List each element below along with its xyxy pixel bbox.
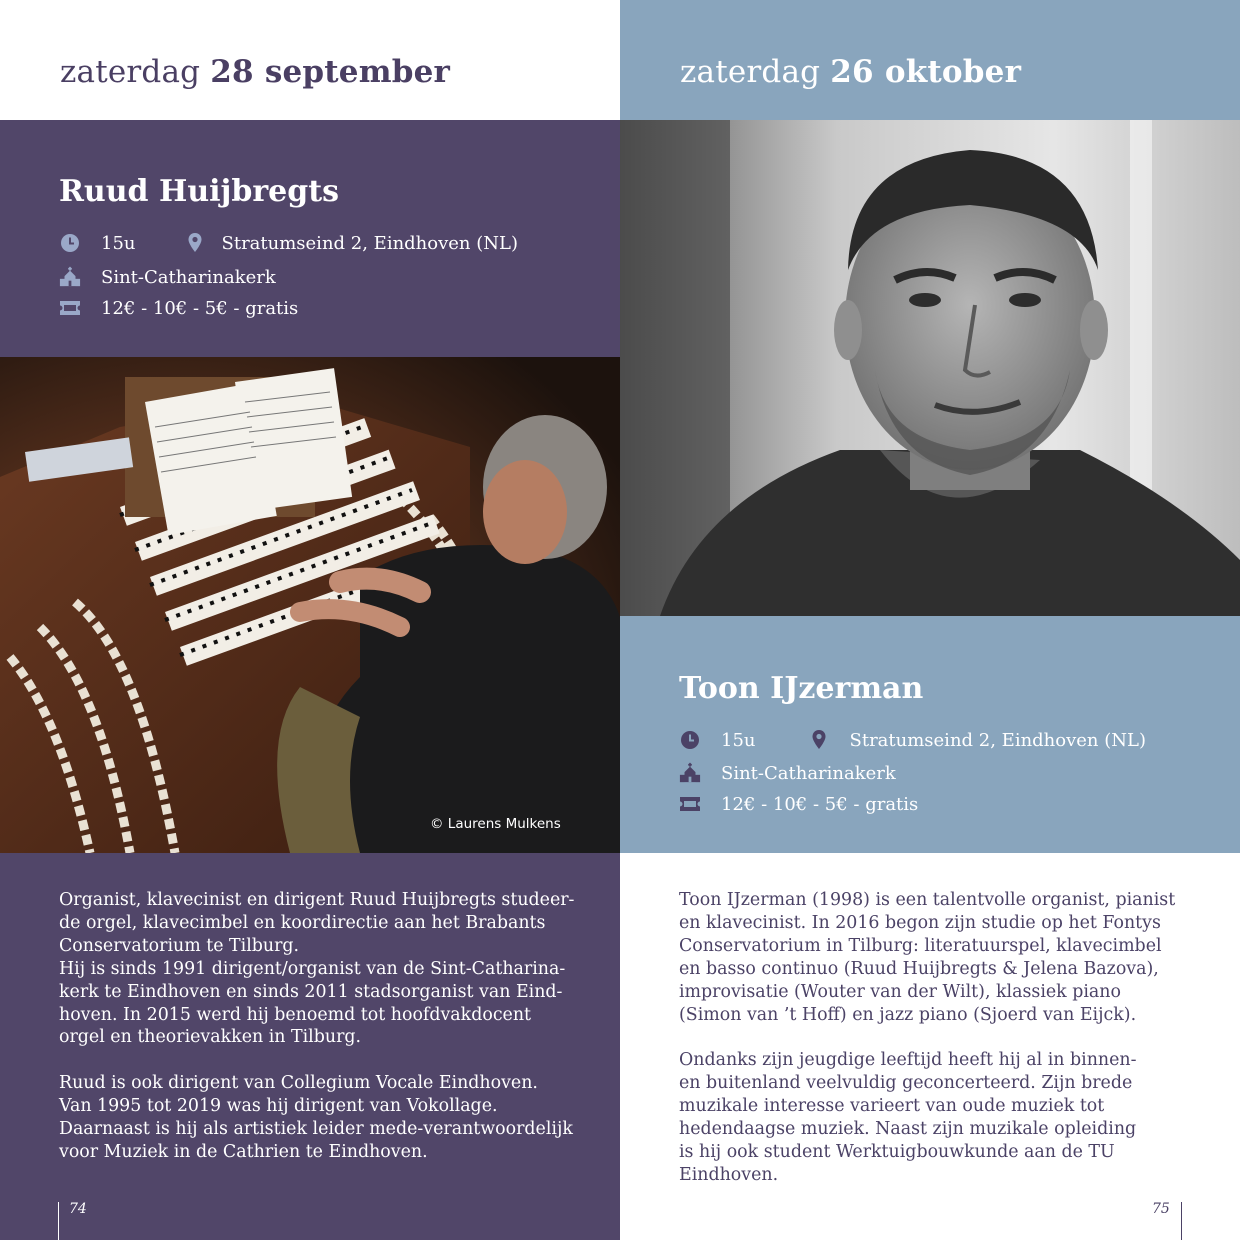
right-page-header (620, 0, 1240, 120)
right-date-prefix: zaterdag (680, 54, 821, 90)
clock-icon (679, 729, 701, 751)
right-address: Stratumseind 2, Eindhoven (NL) (849, 729, 1146, 751)
left-event-info (0, 120, 620, 357)
right-price-row (679, 791, 918, 817)
ticket-icon (59, 297, 81, 319)
right-time: 15u (721, 729, 756, 751)
map-pin-icon (184, 232, 206, 254)
ticket-icon (679, 793, 701, 815)
left-time-location-row (59, 230, 518, 256)
right-bio-text: Toon IJzerman (1998) is een talentvolle organist, pianist en klavecinist. In 2016 begon zijn studie op het Fontys Conservatorium in Tilburg: literatuurspel, klavecimbel en basso continuo (Ruud Huijbregts & Jelena Bazova), improvisatie (Wouter van der Wilt), klassiek piano (Simon van ’t Hoff) en jazz piano (Sjoerd van Eijck). Ondanks zijn jeugdige leeftijd heeft hij al in binnen- en buitenland veelvuldig geconcerteerd. Zijn brede muzikale interesse varieert van oude muziek tot hedendaagse muziek. Naast zijn muzikale opleiding is hij ook student Werktuigbouwkunde aan de TU Eindhoven. (679, 890, 1176, 1185)
left-address: Stratumseind 2, Eindhoven (NL) (221, 232, 518, 254)
right-performer-name: Toon IJzerman (679, 671, 924, 706)
left-page-header (0, 0, 620, 120)
portrait-photo (620, 120, 1240, 616)
church-icon (59, 266, 81, 288)
left-date-prefix: zaterdag (60, 54, 201, 90)
left-performer-name: Ruud Huijbregts (59, 174, 339, 209)
clock-icon (59, 232, 81, 254)
organist-photo (0, 357, 620, 853)
left-biography (0, 853, 620, 1240)
right-page-rule (1181, 1202, 1182, 1240)
left-event-date (60, 50, 450, 94)
left-page-rule (58, 1202, 59, 1240)
left-date-bold: 28 september (210, 54, 451, 90)
right-biography (620, 853, 1240, 1240)
left-page-number: 74 (69, 1201, 87, 1217)
left-venue: Sint-Catharinakerk (101, 266, 276, 288)
right-page-number: 75 (1152, 1201, 1170, 1217)
right-venue-row (679, 760, 896, 786)
left-time: 15u (101, 232, 136, 254)
right-date-bold: 26 oktober (830, 54, 1022, 90)
right-event-info (620, 616, 1240, 853)
right-prices: 12€ - 10€ - 5€ - gratis (721, 793, 919, 815)
left-venue-row (59, 264, 276, 290)
left-price-row (59, 295, 298, 321)
photo-credit: © Laurens Mulkens (430, 816, 561, 832)
map-pin-icon (808, 729, 830, 751)
organ-console-illustration (0, 357, 620, 853)
right-venue: Sint-Catharinakerk (721, 762, 896, 784)
portrait-illustration (620, 120, 1240, 616)
right-event-date (680, 50, 1021, 94)
left-bio-text: Organist, klavecinist en dirigent Ruud Huijbregts studeer- de orgel, klavecimbel en koordirectie aan het Brabants Conservatorium te Tilburg. Hij is sinds 1991 dirigent/organist van de Sint-Catharina- kerk te Eindhoven en sinds 2011 stadsorganist van Eind- hoven. In 2015 werd hij benoemd tot hoofdvakdocent orgel en theorievakken in Tilburg. Ruud is ook dirigent van Collegium Vocale Eindhoven. Van 1995 tot 2019 was hij dirigent van Vokollage. Daarnaast is hij als artistiek leider mede-verantwoordelijk voor Muziek in de Cathrien te Eindhoven. (59, 890, 575, 1162)
right-time-location-row (679, 727, 1146, 753)
church-icon (679, 762, 701, 784)
left-prices: 12€ - 10€ - 5€ - gratis (101, 297, 299, 319)
